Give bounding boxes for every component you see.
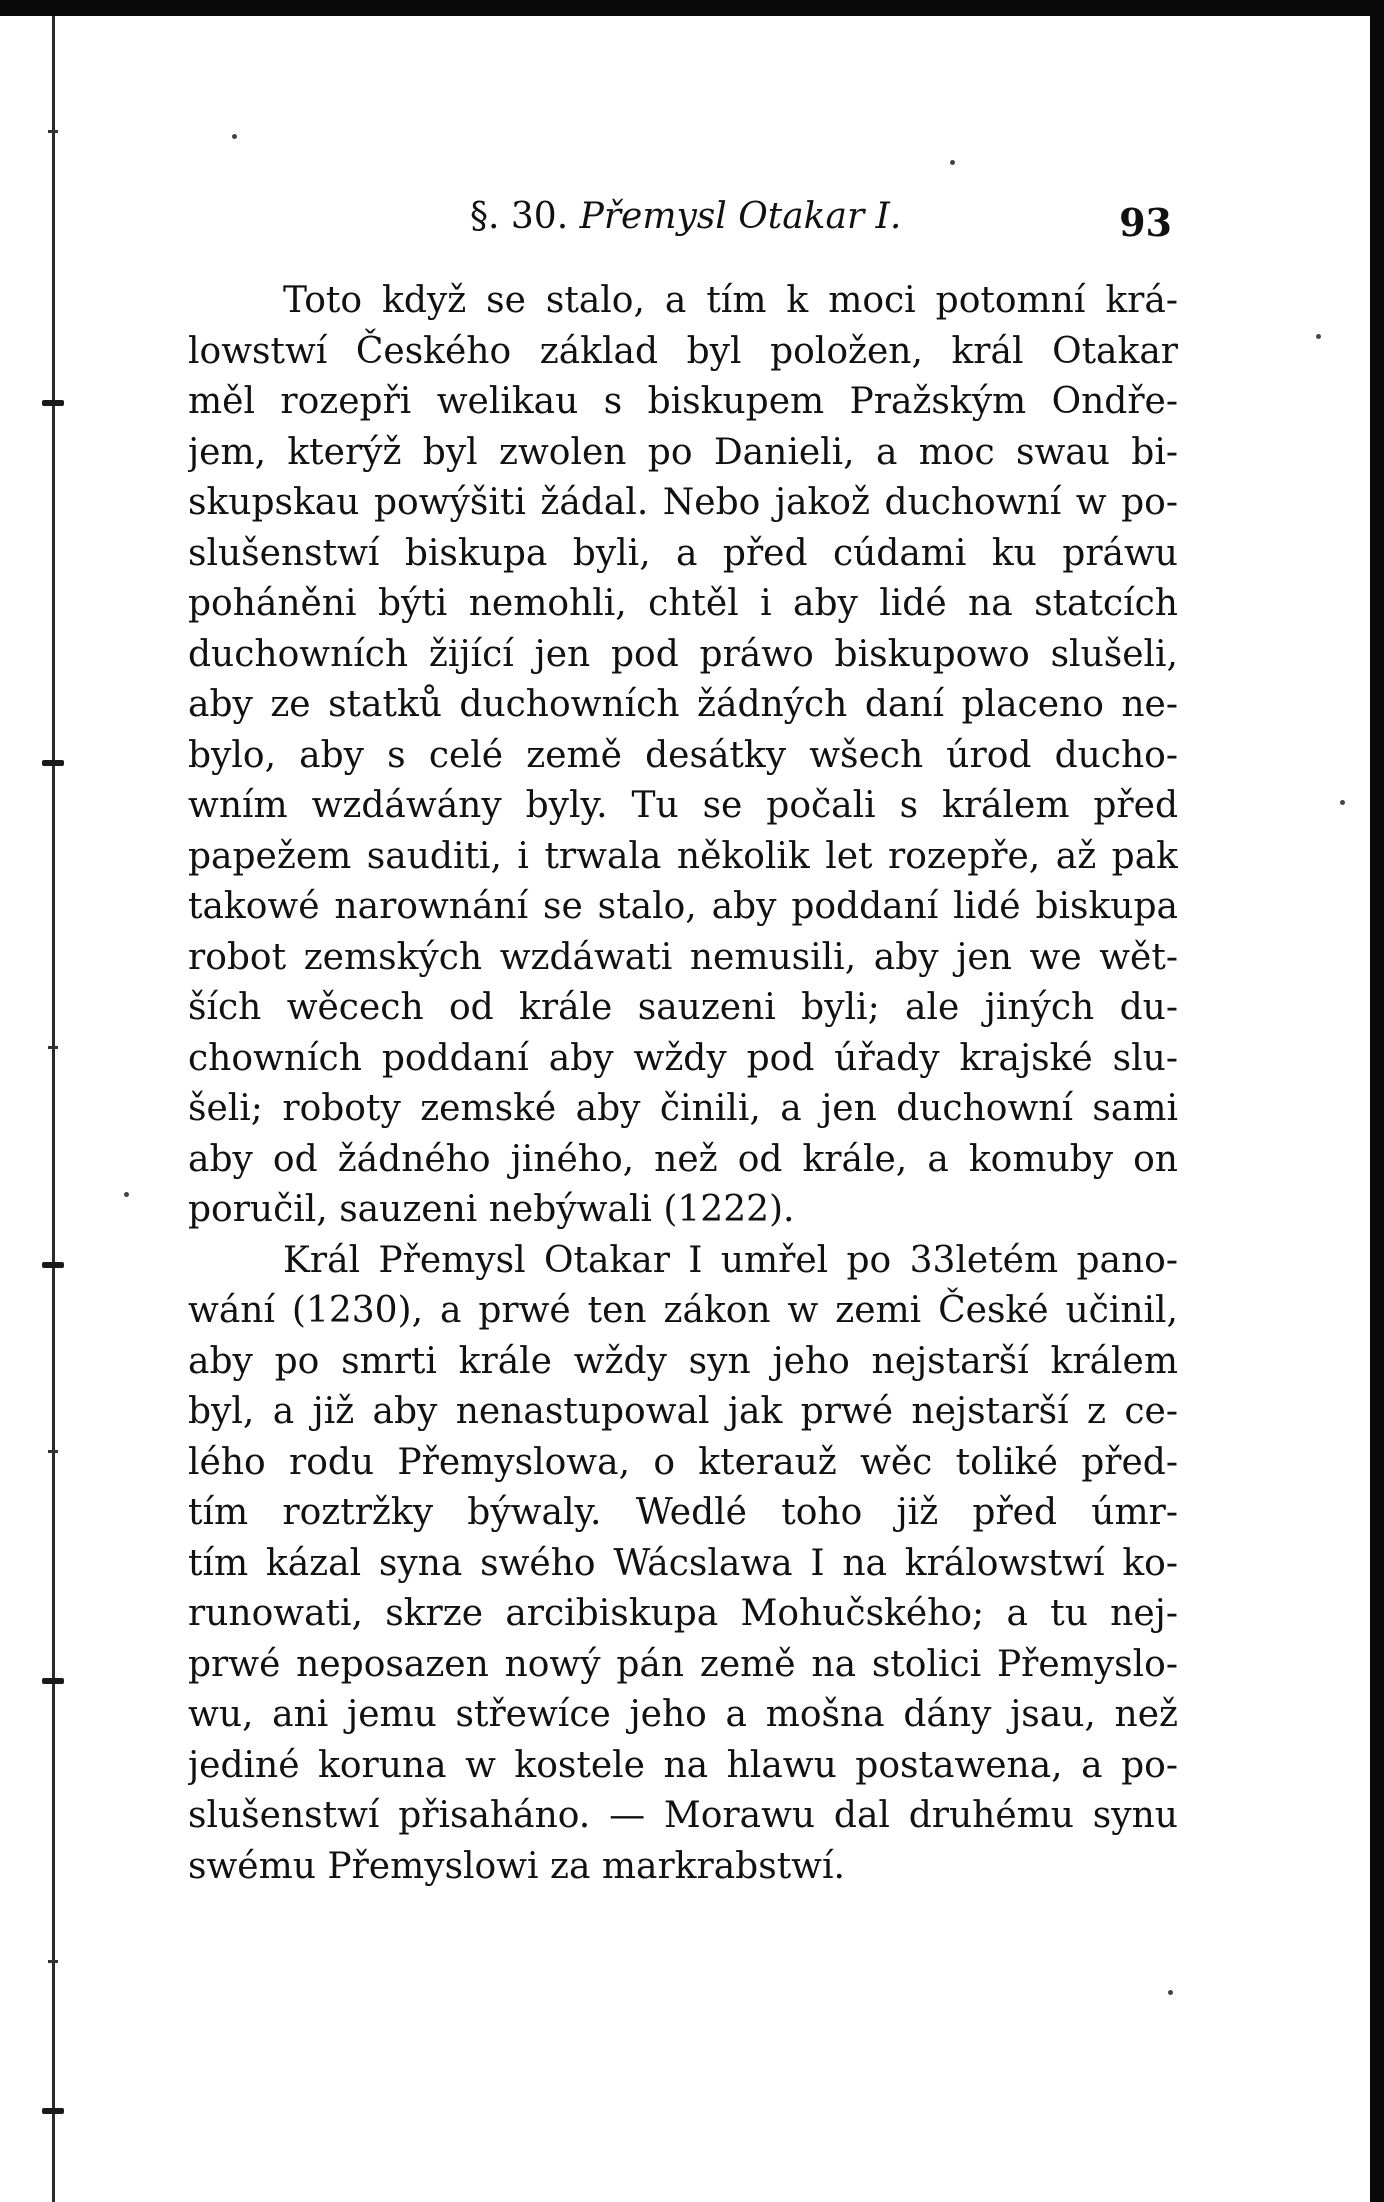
text-line: runowati, skrze arcibiskupa Mohučského; a tu nej- <box>188 1593 1178 1634</box>
text-line: jediné koruna w kostele na hlawu postawena, a po- <box>188 1744 1178 1786</box>
text-line: slušenstwí biskupa byli, a před cúdami ku práwu <box>188 532 1178 574</box>
text-line: jem, kterýž byl zwolen po Danieli, a moc swau bi- <box>188 431 1178 473</box>
paragraph <box>188 1236 1178 1893</box>
binding-mark <box>42 2108 64 2114</box>
text-line: lowstwí Českého základ byl položen, král Otakar <box>188 330 1178 372</box>
text-line: měl rozepři welikau s biskupem Pražským Ondře- <box>188 381 1178 422</box>
paper-speck <box>1168 1990 1173 1995</box>
paper-speck <box>1340 800 1345 805</box>
text-line: tím roztržky býwaly. Wedlé toho již před úmr- <box>188 1492 1178 1533</box>
scan-top-border <box>0 0 1384 16</box>
binding-mark <box>42 760 64 766</box>
running-header <box>190 196 1180 256</box>
text-line: skupskau powýšiti žádal. Nebo jakož duchowní w po- <box>188 482 1178 523</box>
binding-mark <box>42 1262 64 1268</box>
binding-tick <box>48 1450 58 1453</box>
running-title <box>470 196 901 237</box>
binding-mark <box>42 1678 64 1684</box>
text-line: tím kázal syna swého Wácslawa I na králowstwí ko- <box>188 1542 1178 1584</box>
paragraph <box>188 276 1178 1236</box>
binding-mark <box>42 400 64 406</box>
binding-tick <box>48 130 58 133</box>
text-line: wu, ani jemu střewíce jeho a mošna dány jsau, než <box>188 1694 1178 1735</box>
text-line: lého rodu Přemyslowa, o kterauž wěc toliké před- <box>188 1441 1178 1483</box>
text-line: chowních poddaní aby wždy pod úřady krajské slu- <box>188 1037 1178 1079</box>
text-line: takowé narownání se stalo, aby poddaní lidé biskupa <box>188 886 1178 927</box>
text-line: Král Přemysl Otakar I umřel po 33letém pano- <box>283 1239 1178 1281</box>
running-title-text: Přemysl Otakar I. <box>579 196 902 237</box>
binding-edge <box>52 16 55 2202</box>
text-line: prwé neposazen nowý pán země na stolici Přemyslo- <box>188 1643 1178 1685</box>
text-line: Toto když se stalo, a tím k moci potomní krá- <box>283 280 1178 321</box>
paper-speck <box>232 134 237 139</box>
paper-speck <box>950 160 955 165</box>
text-line: poručil, sauzeni nebýwali (1222). <box>188 1189 795 1230</box>
text-line: poháněni býti nemohli, chtěl i aby lidé na statcích <box>188 583 1178 624</box>
paper-speck <box>1316 334 1321 339</box>
text-line: šeli; roboty zemské aby činili, a jen duchowní sami <box>188 1088 1178 1129</box>
text-line: wání (1230), a prwé ten zákon w zemi České učinil, <box>188 1290 1178 1331</box>
page-number: 93 <box>1119 200 1172 245</box>
text-line: aby ze statků duchowních žádných daní placeno ne- <box>188 684 1178 725</box>
binding-tick <box>48 1960 58 1963</box>
text-line: robot zemských wzdáwati nemusili, aby jen we wět- <box>188 936 1178 978</box>
text-line: byl, a již aby nenastupowal jak prwé nejstarší z ce- <box>188 1391 1178 1432</box>
text-line: aby od žádného jiného, než od krále, a komuby on <box>188 1138 1178 1180</box>
text-line: aby po smrti krále wždy syn jeho nejstarší králem <box>188 1340 1178 1382</box>
scan-right-border <box>1370 0 1384 2202</box>
section-mark: §. 30. <box>470 196 569 237</box>
paper-speck <box>124 1192 129 1197</box>
text-line: wním wzdáwány byly. Tu se počali s králem před <box>188 785 1178 826</box>
body-text <box>188 276 1178 1892</box>
text-line: papežem sauditi, i trwala několik let rozepře, až pak <box>188 835 1178 877</box>
binding-tick <box>48 1046 58 1049</box>
text-line: duchowních žijící jen pod práwo biskupowo slušeli, <box>188 633 1178 675</box>
text-line: swému Přemyslowi za markrabstwí. <box>188 1845 845 1887</box>
text-line: bylo, aby s celé země desátky wšech úrod ducho- <box>188 734 1178 776</box>
text-line: slušenstwí přisaháno. — Morawu dal druhému synu <box>188 1795 1178 1836</box>
text-line: ších wěcech od krále sauzeni byli; ale jiných du- <box>188 987 1178 1028</box>
